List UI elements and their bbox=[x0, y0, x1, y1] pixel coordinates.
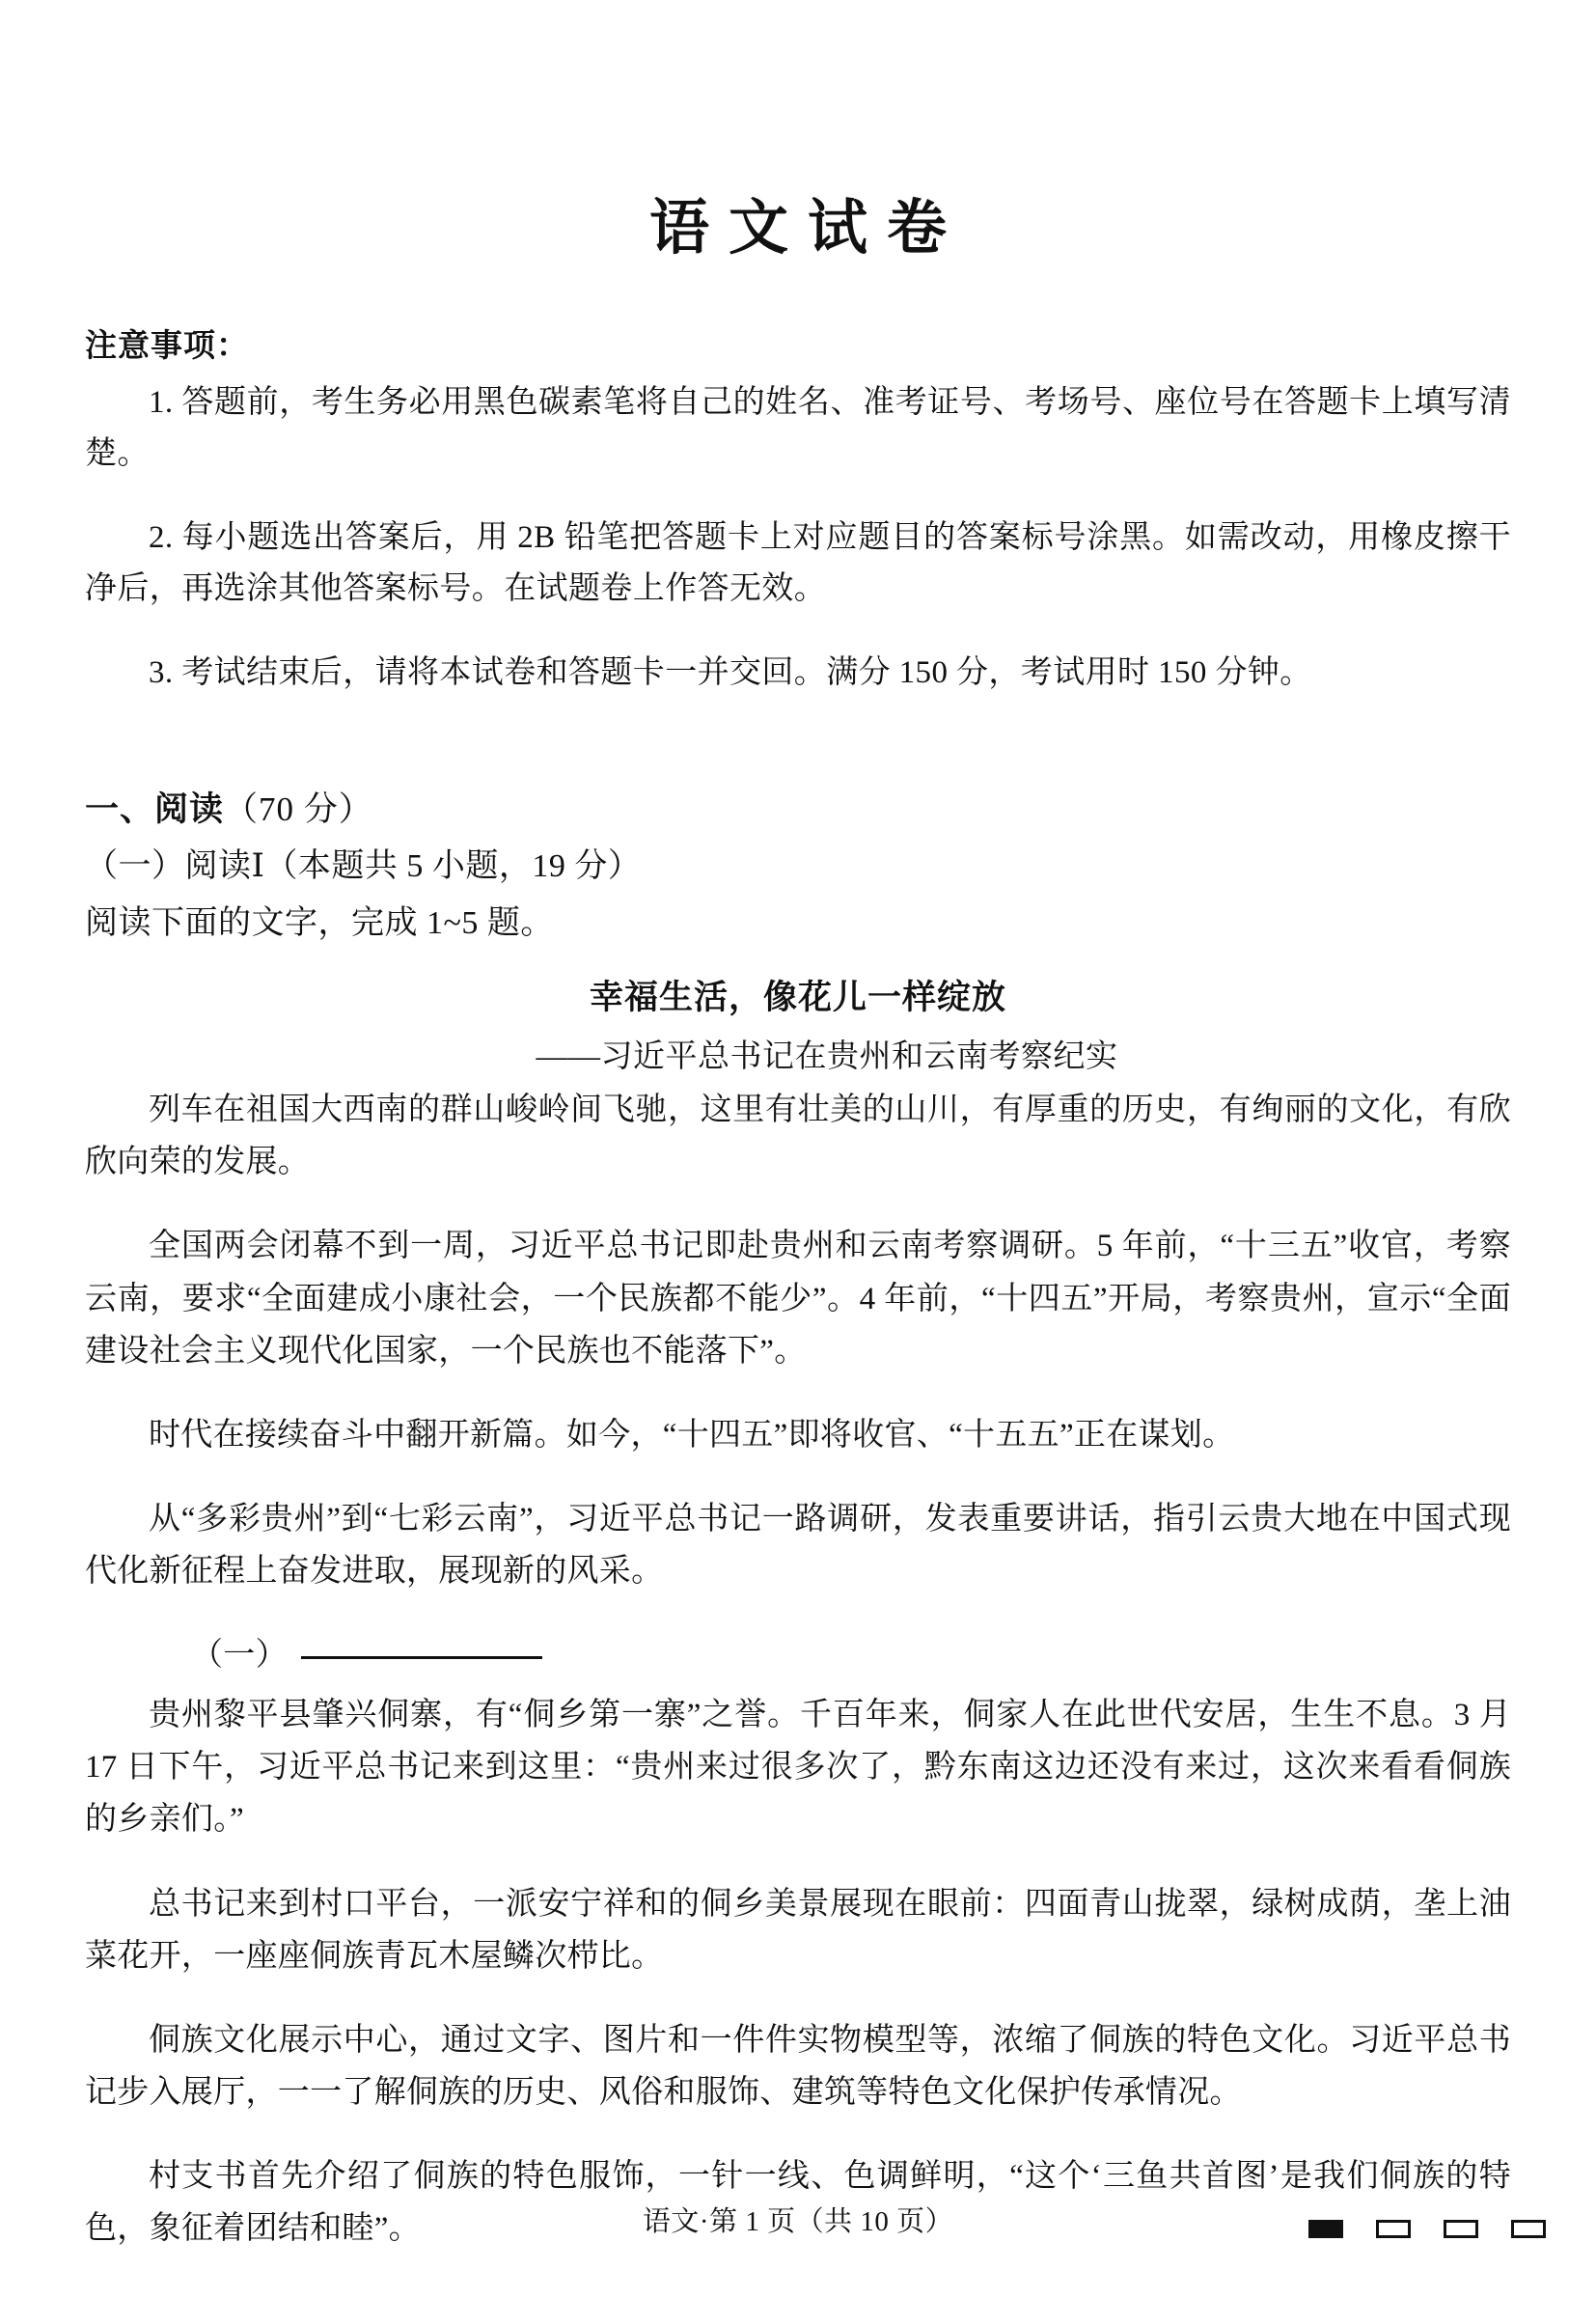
subsection-header-reading-1: （一）阅读Ⅰ（本题共 5 小题，19 分） bbox=[85, 848, 642, 885]
page-mark-3-icon bbox=[1444, 2220, 1478, 2238]
article-subheading-label: （一） bbox=[191, 1638, 288, 1674]
article-paragraph: 全国两会闭幕不到一周，习近平总书记即赴贵州和云南考察调研。5 年前，“十三五”收官，考察云南，要求“全面建成小康社会，一个民族都不能少”。4 年前，“十四五”开局，考察贵州，宣示“全面建设社会主义现代化国家，一个民族也不能落下”。 bbox=[85, 1229, 1511, 1369]
section-spacer bbox=[85, 731, 1511, 785]
notice-heading: 注意事项： bbox=[85, 325, 249, 364]
reading-instruction: 阅读下面的文字，完成 1~5 题。 bbox=[85, 904, 554, 941]
footer-page-label: 语文·第 1 页（共 10 页） bbox=[642, 2205, 954, 2237]
page-title: 语文试卷 bbox=[648, 191, 966, 263]
page-marker-group bbox=[1308, 2220, 1546, 2238]
notice-item-3: 3. 考试结束后，请将本试卷和答题卡一并交回。满分 150 分，考试用时 150 分钟。 bbox=[149, 654, 1312, 690]
section-number-label: 一、阅读 bbox=[85, 789, 225, 829]
article-title: 幸福生活，像花儿一样绽放 bbox=[589, 979, 1006, 1018]
page-mark-4-icon bbox=[1511, 2220, 1546, 2238]
section-points-label: （70 分） bbox=[224, 789, 373, 828]
article-paragraph: 列车在祖国大西南的群山峻岭间飞驰，这里有壮美的山川，有厚重的历史，有绚丽的文化，有欣欣向荣的发展。 bbox=[85, 1093, 1511, 1180]
article-subheading-blank bbox=[85, 1629, 1511, 1681]
article-paragraph: 贵州黎平县肇兴侗寨，有“侗乡第一寨”之誉。千百年来，侗家人在此世代安居，生生不息。3 月 17 日下午，习近平总书记来到这里：“贵州来过很多次了，黔东南这边还没有来过，这次来看看侗族的乡亲们。” bbox=[85, 1698, 1511, 1838]
article-subtitle: ——习近平总书记在贵州和云南考察纪实 bbox=[536, 1039, 1118, 1075]
article-paragraph: 侗族文化展示中心，通过文字、图片和一件件实物模型等，浓缩了侗族的特色文化。习近平总书记步入展厅，一一了解侗族的历史、风俗和服饰、建筑等特色文化保护传承情况。 bbox=[85, 2022, 1511, 2110]
page-mark-2-icon bbox=[1376, 2220, 1411, 2238]
notice-item-1: 1. 答题前，考生务必用黑色碳素笔将自己的姓名、准考证号、考场号、座位号在答题卡上填写清楚。 bbox=[85, 384, 1511, 472]
article-paragraph: 从“多彩贵州”到“七彩云南”，习近平总书记一路调研，发表重要讲话，指引云贵大地在中国式现代化新征程上奋发进取，展现新的风采。 bbox=[85, 1501, 1511, 1590]
page-mark-1-icon bbox=[1308, 2220, 1343, 2238]
article-paragraph: 村支书首先介绍了侗族的特色服饰，一针一线、色调鲜明，“这个‘三鱼共首图’是我们侗族的特色，象征着团结和睦”。 bbox=[85, 2159, 1511, 2247]
article-paragraph: 总书记来到村口平台，一派安宁祥和的侗乡美景展现在眼前：四面青山拢翠，绿树成荫，垄上油菜花开，一座座侗族青瓦木屋鳞次栉比。 bbox=[85, 1886, 1511, 1974]
notice-item-2: 2. 每小题选出答案后，用 2B 铅笔把答题卡上对应题目的答案标号涂黑。如需改动，用橡皮擦干净后，再选涂其他答案标号。在试题卷上作答无效。 bbox=[85, 519, 1511, 607]
article-paragraph: 时代在接续奋斗中翻开新篇。如今，“十四五”即将收官、“十五五”正在谋划。 bbox=[149, 1417, 1235, 1453]
fill-in-blank-line[interactable] bbox=[301, 1655, 542, 1659]
page-footer bbox=[0, 2200, 1596, 2242]
exam-paper-page bbox=[0, 41, 1596, 2298]
section-header-reading bbox=[85, 785, 1511, 836]
